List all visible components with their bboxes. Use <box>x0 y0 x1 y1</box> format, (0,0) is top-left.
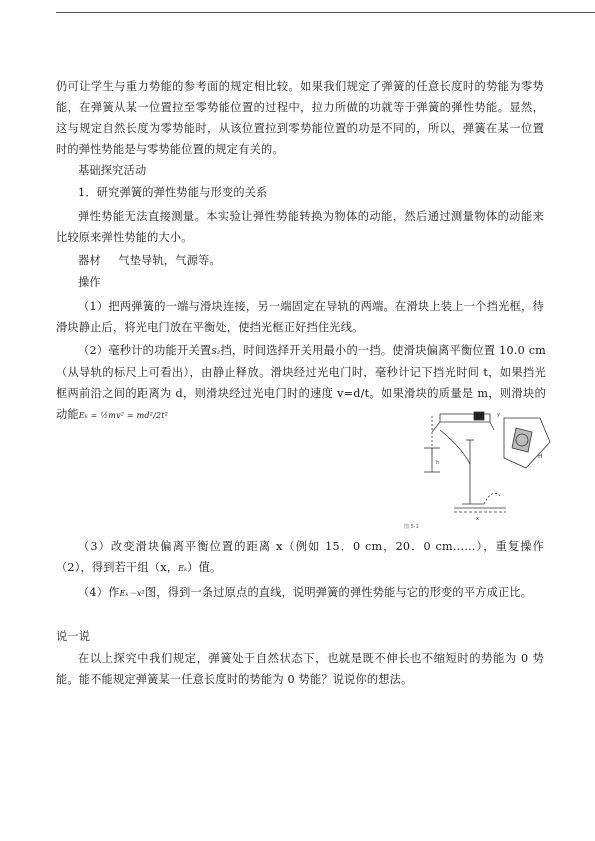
section-title: 基础探究活动 <box>78 164 147 177</box>
figure-label-h: h <box>436 460 440 466</box>
discuss-title: 说一说 <box>56 630 91 643</box>
step-2-part-b: 挡，时间选择开关用最小的一挡。使滑块偏离平衡位置 10.0 cm（从导轨的标尺上可看出），由静止释放。滑块经过光电门时，毫秒计记下挡光时间 t，如果挡光框两前沿之间的距离为 d，则滑块经过光电门时的速度 v=d/t。如果滑块的质量是 m，则滑块的动能 <box>56 344 546 421</box>
step-1: （1）把两弹簧的一端与滑块连接，另一端固定在导轨的两端。在滑块上装上一个挡光框，待滑块静止后，将光电门放在平衡处，使挡光框正好挡住光线。 <box>56 300 544 334</box>
step-2-switch-symbol: S₂ <box>211 347 221 356</box>
step-3-part-a: （3）改变滑块偏离平衡位置的距离 x（例如 15．0 cm，20．0 cm……），重复操作（2），得到若干组（x， <box>56 540 544 574</box>
step-4-part-b: 图，得到一条过原点的直线，说明弹簧的弹性势能与它的形变的平方成正比。 <box>144 586 533 599</box>
intro-paragraph: 仍可让学生与重力势能的参考面的规定相比较。如果我们规定了弹簧的任意长度时的势能为零势能，在弹簧从某一位置拉至零势能位置的过程中，拉力所做的功就等于弹簧的弹性势能。显然，这与规定自然长度为零势能时，从该位置拉到零势能位置的功是不同的，所以，弹簧在某一位置时的弹性势能是与零势能位置的规定有关的。 <box>56 80 544 156</box>
equipment-label: 器材 <box>78 254 101 267</box>
discuss-paragraph: 在以上探究中我们规定，弹簧处于自然状态下，也就是既不伸长也不缩短时的势能为 0 势能。能不能规定弹簧某一任意长度时的势能为 0 势能？说说你的想法。 <box>56 652 544 686</box>
figure-label-x: x <box>476 516 479 522</box>
inset-detail <box>504 418 550 468</box>
kinetic-energy-formula: Eₖ = ½mv² = md²/2t² <box>78 411 169 420</box>
step-4 <box>56 582 544 604</box>
equipment-line <box>78 250 221 271</box>
equipment-text: 气垫导轨，气源等。 <box>118 254 221 267</box>
figure-label-y: y <box>497 412 500 418</box>
figure-caption: 图 5-1 <box>404 524 419 530</box>
step-2-part-a: （2）毫秒计的功能开关置 <box>78 344 212 357</box>
inset-label: H <box>538 453 543 460</box>
experiment-figure <box>400 408 568 532</box>
operation-label: 操作 <box>78 276 101 289</box>
step-4-plot-symbol: Eₖ－x² <box>119 589 145 598</box>
step-3-energy-symbol: Eₖ <box>178 564 188 573</box>
subsection-title: 1．研究弹簧的弹性势能与形变的关系 <box>78 186 268 199</box>
page-top-rule <box>56 12 595 13</box>
step-3 <box>56 536 544 579</box>
method-paragraph: 弹性势能无法直接测量。本实验让弹性势能转换为物体的动能，然后通过测量物体的动能来比较原来弹性势能的大小。 <box>56 210 544 244</box>
step-4-part-a: （4）作 <box>78 586 120 599</box>
step-3-part-b: ）值。 <box>187 561 222 574</box>
